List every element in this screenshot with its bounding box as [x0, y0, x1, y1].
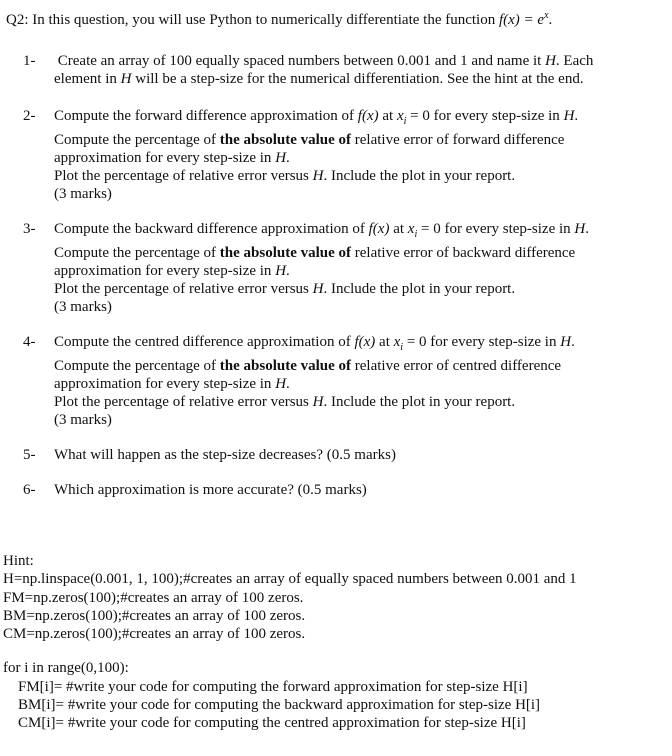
item-number: 1- [23, 53, 36, 69]
question-item-4 [6, 333, 666, 429]
item-number: 6- [23, 482, 36, 498]
question-item-5 [6, 446, 666, 464]
item-text-line: Compute the centred difference approximation of f(x) at $x_i = 0$ for every step-size in H. [54, 334, 575, 353]
item-text-line: Compute the forward difference approximation of f(x) at $x_i = 0$ for every step-size in H. [54, 108, 579, 127]
item-number: 3- [23, 221, 36, 237]
item-text-line: Compute the percentage of the absolute value of relative error of backward difference [54, 245, 576, 261]
hint-loop-line: BM[i]= #write your code for computing the backward approximation for step-size H[i] [18, 697, 541, 714]
item-text-line: What will happen as the step-size decreases? (0.5 marks) [54, 447, 396, 463]
question-item-2 [6, 107, 666, 203]
hint-loop-line: FM[i]= #write your code for computing the forward approximation for step-size H[i] [18, 678, 528, 695]
item-text-line: Compute the percentage of the absolute value of relative error of forward difference [54, 132, 565, 148]
question-title: Q2: In this question, you will use Python to numerically differentiate the function $f(x) = e^x$. [6, 10, 553, 28]
item-text-line: Create an array of 100 equally spaced numbers between 0.001 and 1 and name it H. Each [57, 53, 594, 69]
item-text-line: Plot the percentage of relative error versus H. Include the plot in your report. [54, 394, 516, 410]
question-item-6 [6, 481, 666, 499]
hint-section [3, 552, 668, 733]
item-text-line: Compute the backward difference approximation of f(x) at $x_i = 0$ for every step-size in H. [54, 221, 589, 240]
hint-label: Hint: [3, 553, 34, 569]
item-number: 2- [23, 108, 36, 124]
item-text-line: Plot the percentage of relative error versus H. Include the plot in your report. [54, 168, 516, 184]
item-text-line: approximation for every step-size in H. [54, 263, 290, 279]
item-text-line: approximation for every step-size in H. [54, 150, 290, 166]
question-item-3 [6, 220, 666, 316]
item-text-line: Compute the percentage of the absolute value of relative error of centred difference [54, 358, 562, 374]
question-document [6, 7, 666, 499]
hint-code-line: FM=np.zeros(100);#creates an array of 100 zeros. [3, 589, 304, 606]
item-text-line: element in H will be a step-size for the numerical differentiation. See the hint at the end. [54, 71, 584, 87]
hint-loop-header: for i in range(0,100): [3, 660, 129, 677]
item-text-line: Plot the percentage of relative error versus H. Include the plot in your report. [54, 281, 516, 297]
item-marks: (3 marks) [54, 186, 112, 202]
hint-code-line: H=np.linspace(0.001, 1, 100);#creates an array of equally spaced numbers between 0.001 and 1 [3, 571, 577, 588]
item-number: 5- [23, 447, 36, 463]
hint-code-line: BM=np.zeros(100);#creates an array of 100 zeros. [3, 607, 306, 624]
item-marks: (3 marks) [54, 299, 112, 315]
hint-code-line: CM=np.zeros(100);#creates an array of 100 zeros. [3, 626, 306, 643]
item-marks: (3 marks) [54, 412, 112, 428]
function-expression: $f(x) = e^x$ [498, 10, 549, 28]
item-text-line: approximation for every step-size in H. [54, 376, 290, 392]
hint-loop-line: CM[i]= #write your code for computing the centred approximation for step-size H[i] [18, 715, 526, 732]
item-text-line: Which approximation is more accurate? (0.5 marks) [54, 482, 367, 498]
item-number: 4- [23, 334, 36, 350]
question-item-1 [6, 52, 666, 88]
